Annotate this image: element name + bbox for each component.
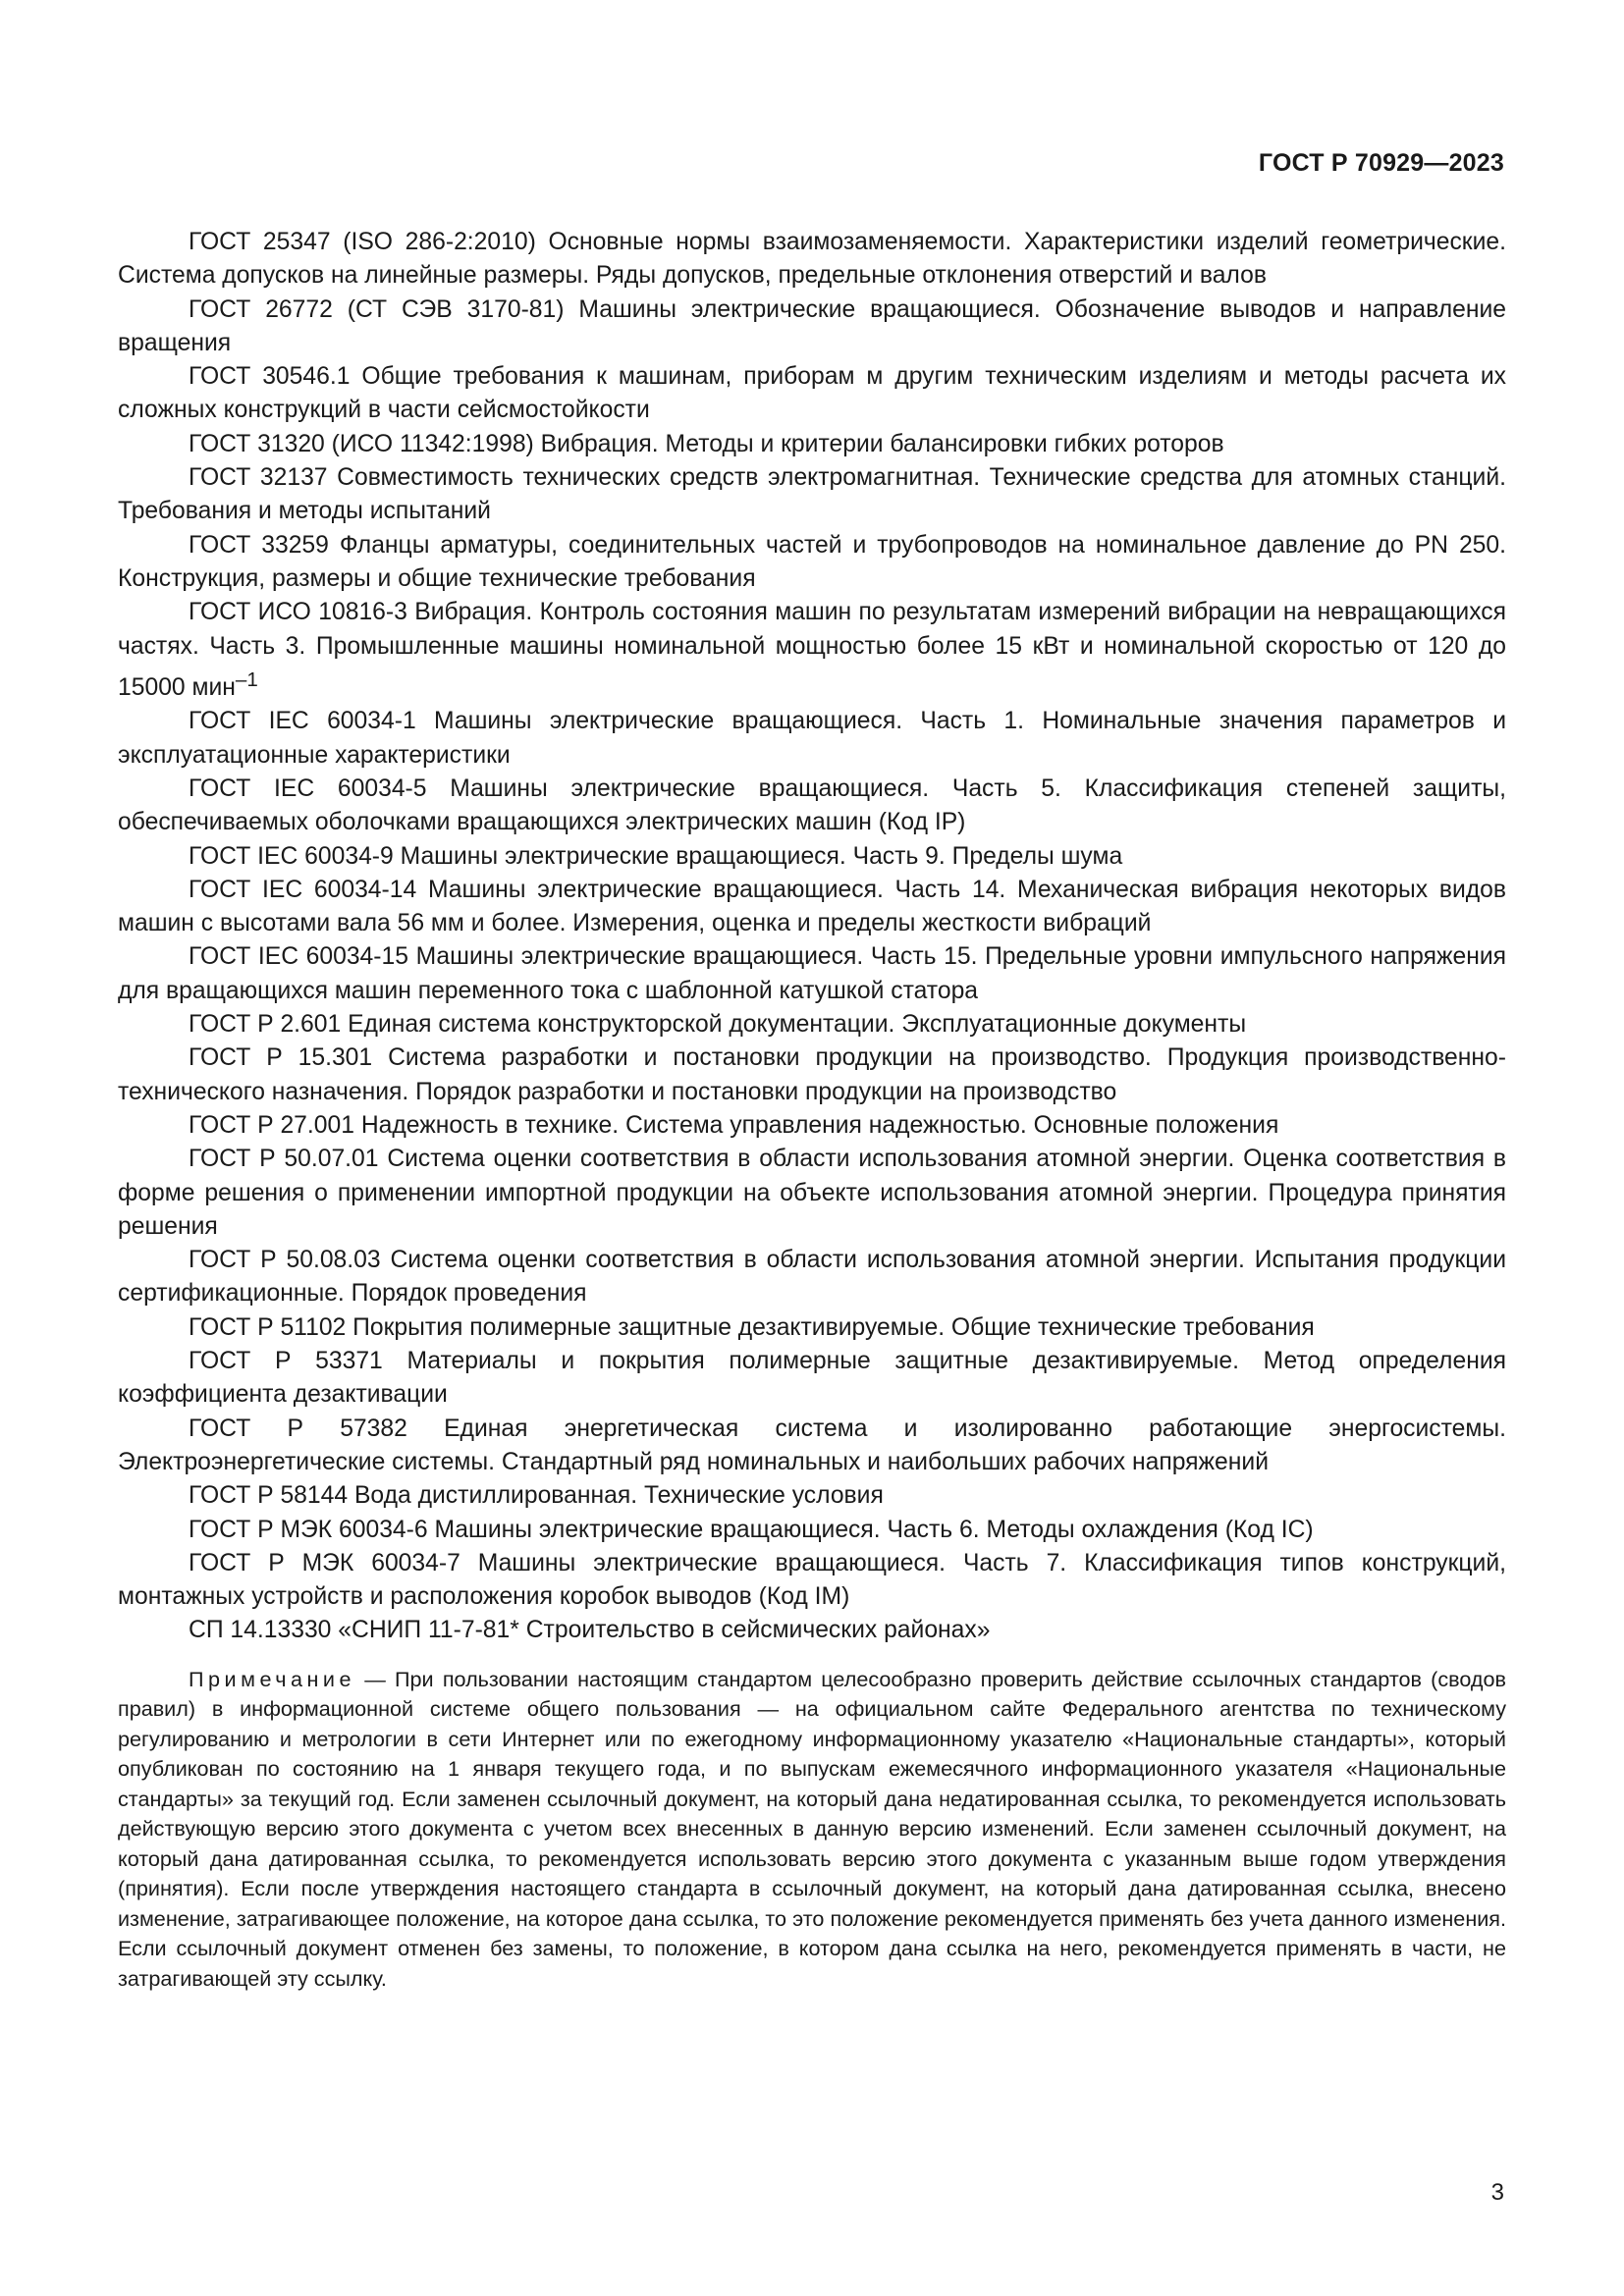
reference-item: ГОСТ IEC 60034-15 Машины электрические вращающиеся. Часть 15. Предельные уровни импульсного напряжения для вращающихся машин переменного тока с шаблонной катушкой статора xyxy=(118,943,1506,1004)
reference-item: ГОСТ 25347 (ISO 286-2:2010) Основные нормы взаимозаменяемости. Характеристики изделий геометрические. Система допусков на линейные размеры. Ряды допусков, предельные отклонения отверстий и валов xyxy=(118,229,1506,290)
reference-item: ГОСТ 31320 (ИСО 11342:1998) Вибрация. Методы и критерии балансировки гибких роторов xyxy=(189,430,1224,457)
reference-item: ГОСТ IEC 60034-1 Машины электрические вращающиеся. Часть 1. Номинальные значения параметров и эксплуатационные характеристики xyxy=(118,708,1506,769)
reference-item: ГОСТ 30546.1 Общие требования к машинам, приборам м другим техническим изделиям и методы расчета их сложных конструкций в части сейсмостойкости xyxy=(118,363,1506,424)
page-number: 3 xyxy=(1490,2179,1504,2206)
reference-item: ГОСТ Р МЭК 60034-7 Машины электрические вращающиеся. Часть 7. Классификация типов конструкций, монтажных устройств и расположения коробок выводов (Код IM) xyxy=(118,1549,1506,1611)
reference-item: ГОСТ Р 27.001 Надежность в технике. Система управления надежностью. Основные положения xyxy=(189,1111,1279,1139)
reference-item: ГОСТ Р 50.08.03 Система оценки соответствия в области использования атомной энергии. Испытания продукции сертификационные. Порядок проведения xyxy=(118,1247,1506,1308)
reference-item: СП 14.13330 «СНИП 11-7-81* Строительство в сейсмических районах» xyxy=(189,1617,991,1644)
reference-item xyxy=(118,596,1506,705)
reference-superscript: –1 xyxy=(235,667,258,691)
note-label: Примечание xyxy=(189,1666,355,1691)
reference-item: ГОСТ Р 2.601 Единая система конструкторской документации. Эксплуатационные документы xyxy=(189,1011,1247,1039)
reference-item: ГОСТ Р 53371 Материалы и покрытия полимерные защитные дезактивируемые. Метод определения коэффициента дезактивации xyxy=(118,1348,1506,1409)
reference-item: ГОСТ Р 57382 Единая энергетическая система и изолированно работающие энергосистемы. Электроэнергетические системы. Стандартный ряд номинальных и наибольших рабочих напряжений xyxy=(118,1415,1506,1475)
reference-item: ГОСТ IEC 60034-5 Машины электрические вращающиеся. Часть 5. Классификация степеней защиты, обеспечиваемых оболочками вращающихся электрических машин (Код IP) xyxy=(118,774,1506,836)
reference-item: ГОСТ IEC 60034-14 Машины электрические вращающиеся. Часть 14. Механическая вибрация некоторых видов машин с высотами вала 56 мм и более. Измерения, оценка и пределы жесткости вибраций xyxy=(118,876,1506,937)
reference-item: ГОСТ Р 51102 Покрытия полимерные защитные дезактивируемые. Общие технические требования xyxy=(189,1313,1315,1341)
reference-item: ГОСТ Р 50.07.01 Система оценки соответствия в области использования атомной энергии. Оценка соответствия в форме решения о применении импортной продукции на объекте использования атомной энергии. Процедура принятия решения xyxy=(118,1146,1506,1240)
note-text: — При пользовании настоящим стандартом целесообразно проверить действие ссылочных стандартов (сводов правил) в информационной системе общего пользования — на официальном сайте Федерального агентства по техническому регулированию и метрологии в сети Интернет или по ежегодному информационному указателю «Национальные стандарты», который опубликован по состоянию на 1 января текущего года, и по выпускам ежемесячного информационного указателя «Национальные стандарты» за текущий год. Если заменен ссылочный документ, на который дана недатированная ссылка, то рекомендуется использовать действующую версию этого документа с учетом всех внесенных в данную версию изменений. Если заменен ссылочный документ, на который дана датированная ссылка, то рекомендуется использовать версию этого документа с указанным выше годом утверждения (принятия). Если после утверждения настоящего стандарта в ссылочный документ, на который дана датированная ссылка, внесено изменение, затрагивающее положение, на которое дана ссылка, то это положение рекомендуется применять без учета данного изменения. Если ссылочный документ отменен без замены, то положение, в котором дана ссылка на него, рекомендуется применять в части, не затрагивающей эту ссылку. xyxy=(118,1666,1506,1991)
normative-references-list xyxy=(118,226,1506,1648)
note-paragraph xyxy=(118,1665,1506,1995)
reference-item: ГОСТ 33259 Фланцы арматуры, соединительных частей и трубопроводов на номинальное давление до PN 250. Конструкция, размеры и общие технические требования xyxy=(118,531,1506,592)
reference-item: ГОСТ IEC 60034-9 Машины электрические вращающиеся. Часть 9. Пределы шума xyxy=(189,842,1123,870)
reference-item: ГОСТ 32137 Совместимость технических средств электромагнитная. Технические средства для атомных станций. Требования и методы испытаний xyxy=(118,464,1506,525)
reference-text: ГОСТ ИСО 10816-3 Вибрация. Контроль состояния машин по результатам измерений вибрации на невращающихся частях. Часть 3. Промышленные машины номинальной мощностью более 15 кВт и номинальной скоростью от 120 до 15000 мин xyxy=(118,599,1506,702)
reference-item: ГОСТ 26772 (СТ СЭВ 3170-81) Машины электрические вращающиеся. Обозначение выводов и направление вращения xyxy=(118,295,1506,356)
reference-item: ГОСТ Р 15.301 Система разработки и постановки продукции на производство. Продукция производственно-технического назначения. Порядок разработки и постановки продукции на производство xyxy=(118,1044,1506,1105)
reference-item: ГОСТ Р МЭК 60034-6 Машины электрические вращающиеся. Часть 6. Методы охлаждения (Код IC) xyxy=(189,1516,1314,1543)
reference-item: ГОСТ Р 58144 Вода дистиллированная. Технические условия xyxy=(189,1482,884,1510)
document-header: ГОСТ Р 70929—2023 xyxy=(1258,149,1504,177)
